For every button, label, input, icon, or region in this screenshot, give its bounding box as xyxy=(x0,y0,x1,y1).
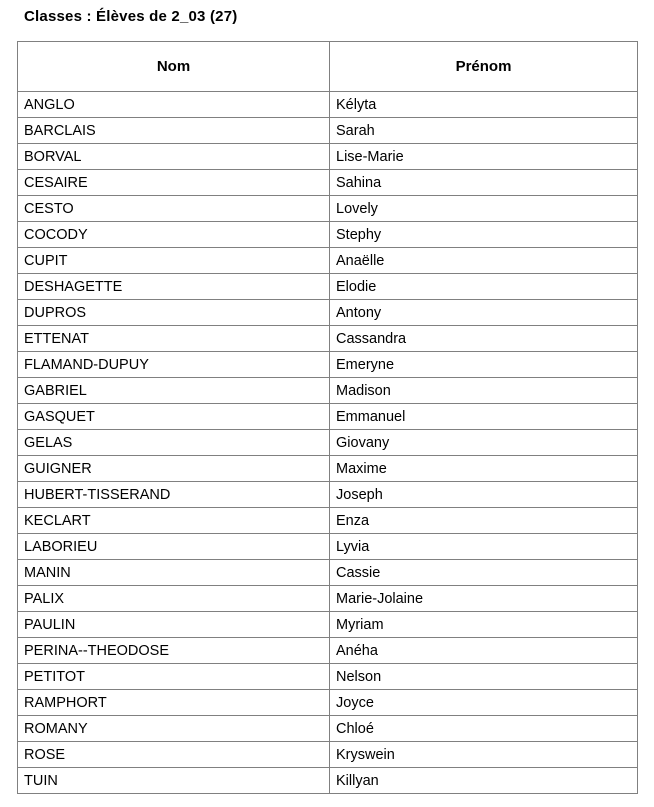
column-header-prenom: Prénom xyxy=(330,42,638,92)
cell-nom: DUPROS xyxy=(18,300,330,326)
cell-prenom: Kryswein xyxy=(330,742,638,768)
table-row xyxy=(18,508,638,534)
cell-prenom: Cassie xyxy=(330,560,638,586)
table-row xyxy=(18,742,638,768)
table-row xyxy=(18,170,638,196)
column-header-nom: Nom xyxy=(18,42,330,92)
cell-nom: ROMANY xyxy=(18,716,330,742)
table-row xyxy=(18,638,638,664)
cell-prenom: Joyce xyxy=(330,690,638,716)
cell-prenom: Madison xyxy=(330,378,638,404)
cell-prenom: Lise-Marie xyxy=(330,144,638,170)
cell-nom: ANGLO xyxy=(18,92,330,118)
cell-prenom: Joseph xyxy=(330,482,638,508)
table-row xyxy=(18,768,638,794)
table-row xyxy=(18,664,638,690)
cell-prenom: Enza xyxy=(330,508,638,534)
cell-nom: PALIX xyxy=(18,586,330,612)
cell-prenom: Marie-Jolaine xyxy=(330,586,638,612)
table-row xyxy=(18,456,638,482)
cell-nom: FLAMAND-DUPUY xyxy=(18,352,330,378)
cell-nom: TUIN xyxy=(18,768,330,794)
cell-nom: RAMPHORT xyxy=(18,690,330,716)
cell-prenom: Kélyta xyxy=(330,92,638,118)
table-row xyxy=(18,144,638,170)
cell-nom: GASQUET xyxy=(18,404,330,430)
table-row xyxy=(18,560,638,586)
cell-prenom: Nelson xyxy=(330,664,638,690)
cell-prenom: Maxime xyxy=(330,456,638,482)
table-row xyxy=(18,300,638,326)
cell-nom: ETTENAT xyxy=(18,326,330,352)
cell-nom: PERINA--THEODOSE xyxy=(18,638,330,664)
table-row xyxy=(18,274,638,300)
table-row xyxy=(18,326,638,352)
cell-nom: ROSE xyxy=(18,742,330,768)
cell-nom: GABRIEL xyxy=(18,378,330,404)
cell-prenom: Killyan xyxy=(330,768,638,794)
cell-nom: COCODY xyxy=(18,222,330,248)
cell-nom: GUIGNER xyxy=(18,456,330,482)
cell-prenom: Lovely xyxy=(330,196,638,222)
cell-prenom: Anaëlle xyxy=(330,248,638,274)
cell-nom: PAULIN xyxy=(18,612,330,638)
table-body xyxy=(18,92,638,794)
table-row xyxy=(18,118,638,144)
table-row xyxy=(18,222,638,248)
table-row xyxy=(18,430,638,456)
table-row xyxy=(18,534,638,560)
table-row xyxy=(18,196,638,222)
cell-nom: KECLART xyxy=(18,508,330,534)
cell-prenom: Myriam xyxy=(330,612,638,638)
cell-prenom: Lyvia xyxy=(330,534,638,560)
table-row xyxy=(18,248,638,274)
table-row xyxy=(18,612,638,638)
page-title: Classes : Élèves de 2_03 (27) xyxy=(24,8,238,25)
table-header xyxy=(18,42,638,92)
cell-prenom: Giovany xyxy=(330,430,638,456)
table-header-row xyxy=(18,42,638,92)
cell-prenom: Emmanuel xyxy=(330,404,638,430)
students-table xyxy=(17,41,638,794)
cell-prenom: Cassandra xyxy=(330,326,638,352)
cell-prenom: Antony xyxy=(330,300,638,326)
table-row xyxy=(18,92,638,118)
cell-nom: BORVAL xyxy=(18,144,330,170)
cell-nom: BARCLAIS xyxy=(18,118,330,144)
students-table-container xyxy=(17,41,637,794)
table-row xyxy=(18,378,638,404)
cell-prenom: Chloé xyxy=(330,716,638,742)
table-row xyxy=(18,404,638,430)
cell-nom: LABORIEU xyxy=(18,534,330,560)
cell-nom: PETITOT xyxy=(18,664,330,690)
cell-nom: HUBERT-TISSERAND xyxy=(18,482,330,508)
cell-nom: DESHAGETTE xyxy=(18,274,330,300)
table-row xyxy=(18,352,638,378)
cell-prenom: Emeryne xyxy=(330,352,638,378)
cell-nom: CESTO xyxy=(18,196,330,222)
cell-nom: MANIN xyxy=(18,560,330,586)
cell-prenom: Stephy xyxy=(330,222,638,248)
cell-nom: GELAS xyxy=(18,430,330,456)
table-row xyxy=(18,716,638,742)
cell-prenom: Anéha xyxy=(330,638,638,664)
cell-nom: CUPIT xyxy=(18,248,330,274)
table-row xyxy=(18,482,638,508)
cell-prenom: Sarah xyxy=(330,118,638,144)
table-row xyxy=(18,586,638,612)
cell-prenom: Elodie xyxy=(330,274,638,300)
cell-prenom: Sahina xyxy=(330,170,638,196)
cell-nom: CESAIRE xyxy=(18,170,330,196)
table-row xyxy=(18,690,638,716)
